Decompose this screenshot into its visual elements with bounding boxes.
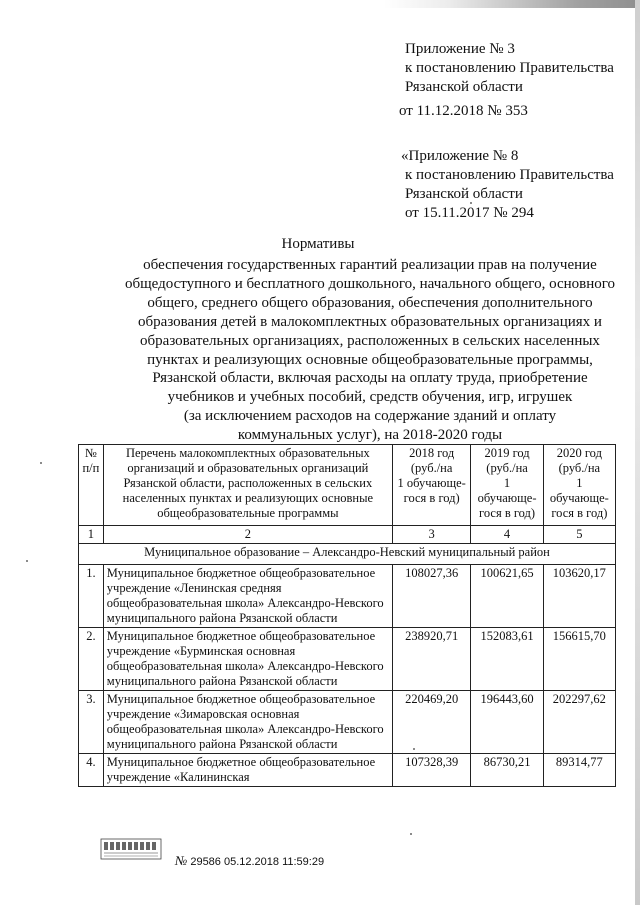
row-2020: 202297,62: [543, 691, 615, 754]
annex-current-line3: Рязанской области: [405, 79, 523, 95]
scan-speck: [26, 560, 28, 562]
scan-edge-top: [0, 0, 640, 8]
subtitle-line: обеспечения государственных гарантий реализации прав на получение: [143, 257, 597, 273]
norms-table: [78, 444, 616, 787]
header-2020: 2020 год (руб./на 1 обучающе- гося в год): [543, 445, 615, 526]
table-row: [79, 754, 616, 787]
row-2018: 107328,39: [392, 754, 470, 787]
region-name: Муниципальное образование – Александро-Невский муниципальный район: [79, 544, 616, 565]
subtitle-line: (за исключением расходов на содержание зданий и оплату: [183, 408, 557, 425]
scan-speck: [40, 462, 42, 464]
row-name: Муниципальное бюджетное общеобразовательное учреждение «Ленинская средняя общеобразовательная школа» Александро-Невского муниципального района Рязанской области: [103, 565, 392, 628]
table-header-row: [79, 445, 616, 526]
header-name: Перечень малокомплектных образовательных организаций и образовательных организаций Рязанской области, расположенных в сельских населенных пунктах и реализующих основные общеобразовательные программы: [103, 445, 392, 526]
row-2020: 156615,70: [543, 628, 615, 691]
subtitle-line: коммунальных услуг), на 2018-2020 годы: [237, 427, 503, 444]
annex-previous: [401, 147, 614, 223]
subtitle-line: учебников и учебных пособий, средств обучения, игр, игрушек: [167, 389, 573, 406]
header-2019: 2019 год (руб./на 1 обучающе- гося в год): [471, 445, 543, 526]
scan-speck: [413, 748, 415, 750]
index-cell: 5: [543, 526, 615, 544]
header-2018: 2018 год (руб./на 1 обучающе- гося в год): [392, 445, 470, 526]
row-2018: 220469,20: [392, 691, 470, 754]
index-cell: 3: [392, 526, 470, 544]
row-name: Муниципальное бюджетное общеобразовательное учреждение «Зимаровская основная общеобразовательная школа» Александро-Невского муниципального района Рязанской области: [103, 691, 392, 754]
registration-stamp-icon: [100, 838, 162, 860]
row-num: 4.: [79, 754, 104, 787]
annex-previous-date: от 15.11.2017 № 294: [405, 205, 534, 221]
row-2020: 103620,17: [543, 565, 615, 628]
subtitle-line: образовательных организациях, расположенных в сельских населенных: [140, 332, 600, 349]
region-row: [79, 544, 616, 565]
document-subtitle: [100, 256, 640, 445]
table-row: [79, 628, 616, 691]
index-cell: 4: [471, 526, 543, 544]
reg-text: 29586 05.12.2018 11:59:29: [190, 856, 325, 868]
subtitle-line: общего, среднего общего образования, обеспечения дополнительного: [147, 294, 593, 311]
annex-previous-line2: к постановлению Правительства: [405, 167, 614, 183]
subtitle-line: пунктах и реализующих основные общеобразовательные программы,: [147, 351, 593, 368]
row-2020: 89314,77: [543, 754, 615, 787]
index-cell: 2: [103, 526, 392, 544]
annex-current-date: от 11.12.2018 № 353: [399, 103, 528, 119]
subtitle-line: Рязанской области, включая расходы на оплату труда, приобретение: [152, 370, 588, 387]
reg-mark: №: [175, 853, 188, 868]
row-2019: 100621,65: [471, 565, 543, 628]
table-row: [79, 565, 616, 628]
annex-previous-title: «Приложение № 8: [401, 148, 519, 164]
row-2019: 152083,61: [471, 628, 543, 691]
header-num: № п/п: [79, 445, 104, 526]
scan-edge-right: [635, 0, 640, 905]
row-num: 1.: [79, 565, 104, 628]
row-2019: 196443,60: [471, 691, 543, 754]
row-num: 3.: [79, 691, 104, 754]
subtitle-line: образования детей в малокомплектных образовательных организациях и: [138, 313, 602, 330]
row-num: 2.: [79, 628, 104, 691]
table-row: [79, 691, 616, 754]
row-2018: 108027,36: [392, 565, 470, 628]
table-index-row: [79, 526, 616, 544]
scan-speck: [410, 833, 412, 835]
subtitle-line: общедоступного и бесплатного дошкольного, начального общего, основного: [124, 275, 616, 292]
document-heading: Нормативы: [281, 236, 355, 252]
annex-current: [399, 40, 614, 121]
row-name: Муниципальное бюджетное общеобразовательное учреждение «Бурминская основная общеобразовательная школа» Александро-Невского муниципального района Рязанской области: [103, 628, 392, 691]
scan-speck: [470, 202, 472, 204]
annex-current-line2: к постановлению Правительства: [405, 60, 614, 76]
row-2019: 86730,21: [471, 754, 543, 787]
row-2018: 238920,71: [392, 628, 470, 691]
index-cell: 1: [79, 526, 104, 544]
row-name: Муниципальное бюджетное общеобразовательное учреждение «Калининская: [103, 754, 392, 787]
annex-current-title: Приложение № 3: [405, 41, 515, 57]
annex-previous-line3: Рязанской области: [405, 186, 523, 202]
registration-number: [175, 853, 324, 869]
